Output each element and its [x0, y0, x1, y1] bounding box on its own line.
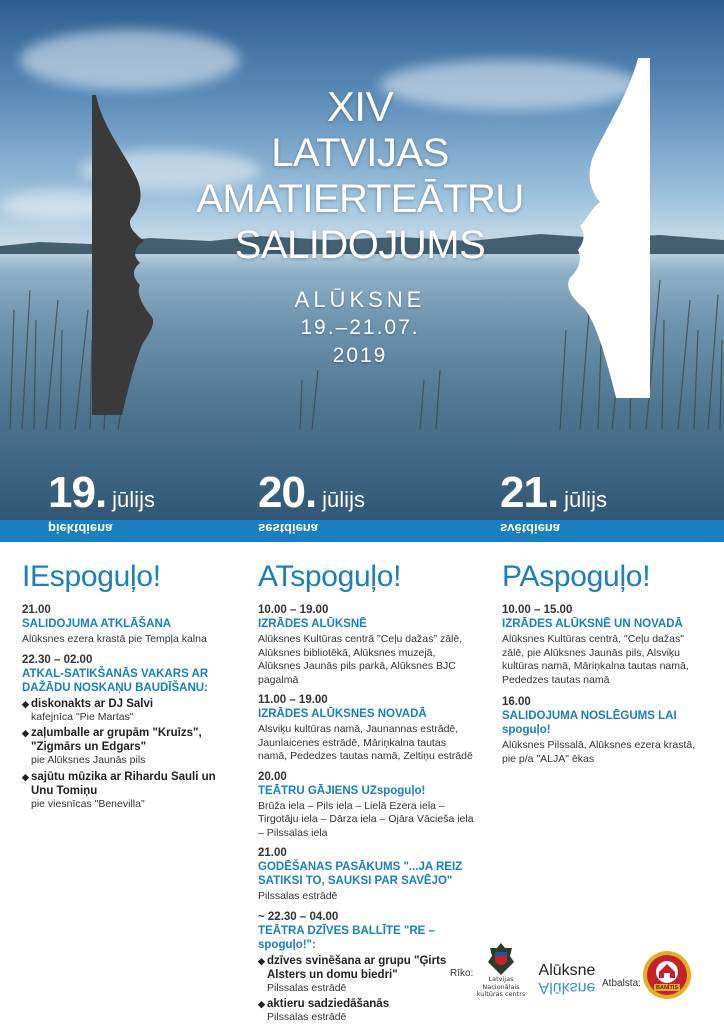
title-line-2: AMATIERTEĀTRU: [196, 177, 524, 221]
cloud: [20, 30, 240, 90]
event-time: 10.00 – 15.00: [502, 604, 573, 616]
aluksne-logo: [536, 962, 598, 994]
event-title: SALIDOJUMA NOSLĒGUMS LAI spoguļo!: [502, 710, 677, 736]
event-location: Alūksnes Kultūras centrā "Ceļu dažas" zālē, Alūksnes bibliotēkā, Alūksnes muzejā, Alūksnes Jaunās pils parkā, Alūksnes BJC pagalmā: [258, 633, 463, 686]
event-time: 21.00: [258, 847, 287, 859]
day-1-program: [22, 560, 240, 817]
seal-icon: [642, 950, 692, 1000]
banitis-seal-logo: [642, 950, 692, 1000]
heading-prefix: AT: [258, 560, 291, 593]
event-location: Alūksnes ezera krastā pie Tempļa kalna: [22, 633, 207, 645]
event-item: [22, 653, 240, 812]
column-heading: [258, 560, 476, 594]
event-title: TEĀTRA DZĪVES BALLĪTE "RE – spoguļo!":: [258, 924, 435, 951]
day-month: jūlijs: [322, 487, 365, 512]
event-location: Pilssalas estrādē: [258, 890, 338, 902]
event-year: 2019: [332, 344, 388, 367]
event-location: Alūksnes Kultūras centrā, "Ceļu dažas" zālē, pie Alūksnes Jaunās pils, Alsviķu kultūras namā, Māriņkalna tautas namā, Pededzes tautas namā: [502, 633, 689, 686]
sub-event-location: Pilssalas estrādē: [267, 981, 347, 994]
sub-event-title: ◆ aktieru sadziedāšanās: [258, 997, 476, 1011]
day-3-program: [502, 560, 708, 772]
sub-event-title: ◆ sajūtu mūzika ar Rihardu Sauli un Unu Tomiņu: [22, 770, 240, 798]
event-time: 11.00 – 19.00: [258, 694, 328, 706]
event-item: [258, 846, 476, 904]
event-item: [22, 603, 240, 647]
heading-prefix: PA: [502, 560, 540, 593]
event-item: [258, 910, 476, 1024]
weekday-3: svētdiena: [500, 521, 560, 536]
title-line-1: LATVIJAS: [271, 131, 449, 175]
sub-event-title: ◆ zaļumballe ar grupām "Kruīzs", "Zigmārs un Edgars": [22, 726, 240, 754]
event-item: [258, 603, 476, 687]
white-face-silhouette: [560, 58, 650, 398]
day-3-date: [500, 468, 607, 518]
event-item: [502, 695, 708, 766]
event-title: ATKAL-SATIKŠANĀS VAKARS AR DAŽĀDU NOSKAŅU BAUDĪŠANU:: [22, 667, 209, 694]
sub-event-title: ◆ dzīves svinēšana ar grupu "Ģirts Alsters un domu biedri": [258, 954, 476, 982]
event-route: Brūža iela – Pils iela – Lielā Ezera iela – Tirgotāju iela – Dārza iela – Ojāra Vācieša iela – Pilssalas iela: [258, 799, 474, 839]
column-heading: [502, 560, 708, 594]
event-title: GODĒŠANAS PASĀKUMS "...JA REIZ SATIKSI TO, SAUKSI PAR SAVĒJO": [258, 861, 463, 887]
event-time: ~ 22.30 – 04.00: [258, 910, 339, 923]
day-month: jūlijs: [112, 487, 155, 512]
event-title: [170, 84, 550, 370]
event-time: 10.00 – 19.00: [258, 604, 329, 616]
sub-event-title: ◆ diskonakts ar DJ Salvi: [22, 697, 240, 711]
seal-text: BANĪTIS: [656, 985, 678, 991]
event-title: TEĀTRU GĀJIENS UZspoguļo!: [258, 784, 426, 797]
day-1-date: [48, 468, 155, 518]
heading-suffix: spoguļo!: [290, 560, 402, 593]
dark-face-silhouette: [92, 95, 172, 415]
coat-of-arms-icon: [486, 942, 516, 976]
day-month: jūlijs: [564, 487, 607, 512]
event-item: [502, 603, 708, 687]
event-title: IZRĀDES ALŪKSNĒ: [258, 618, 367, 630]
day-number: 20.: [258, 468, 317, 517]
event-title: IZRĀDES ALŪKSNĒ UN NOVADĀ: [502, 618, 683, 630]
weekday-2: sestdiena: [258, 521, 318, 536]
event-title: IZRĀDES ALŪKSNES NOVADĀ: [258, 708, 427, 720]
aluksne-logo-text: Alūksne: [538, 962, 596, 979]
lnkc-logo: [470, 942, 532, 999]
day-2-program: [258, 560, 476, 1024]
sub-event-location: Pilssalas estrādē: [267, 1011, 347, 1023]
title-line-3: SALIDOJUMS: [234, 223, 486, 267]
sub-event-location: pie Alūksnes Jaunās pils: [31, 754, 146, 766]
day-number: 21.: [500, 468, 559, 517]
supporter-label: Atbalsta:: [602, 978, 641, 989]
column-heading: [22, 560, 240, 594]
sub-event-location: kafejnīca "Pie Martas": [31, 710, 134, 723]
event-item: [258, 693, 476, 764]
event-time: 21.00: [22, 604, 51, 616]
title-edition: XIV: [326, 83, 394, 130]
heading-suffix: spoguļo!: [49, 560, 161, 593]
event-location: Alūksnes Pilssalā, Alūksnes ezera krastā, pie p/a "ALJA" ēkas: [502, 739, 696, 765]
event-time: 22.30 – 02.00: [22, 653, 93, 666]
day-number: 19.: [48, 468, 107, 517]
heading-suffix: spoguļo!: [539, 560, 651, 593]
heading-prefix: IE: [22, 560, 50, 593]
event-time: 20.00: [258, 770, 287, 783]
organizer-label: Rīko:: [450, 968, 474, 979]
aluksne-logo-reflection: Alūksne: [538, 979, 596, 996]
event-item: [258, 770, 476, 841]
day-2-date: [258, 468, 365, 518]
lnkc-text: Latvijas Nacionālais kultūras centrs: [476, 975, 526, 998]
event-dates: 19.–21.07.: [300, 316, 420, 339]
event-city: ALŪKSNE: [294, 287, 426, 312]
weekday-1: piektdiena: [48, 521, 113, 536]
sub-event-location: pie viesnīcas "Benevilla": [31, 797, 145, 810]
event-time: 16.00: [502, 696, 531, 708]
event-location: Alsviķu kultūras namā, Jaunannas estrādē, Jaunlaicenes estrādē, Māriņkalna tautas namā, Pededzes tautas namā, Zeltiņu estrādē: [258, 723, 473, 762]
event-title: SALIDOJUMA ATKLĀŠANA: [22, 618, 172, 630]
